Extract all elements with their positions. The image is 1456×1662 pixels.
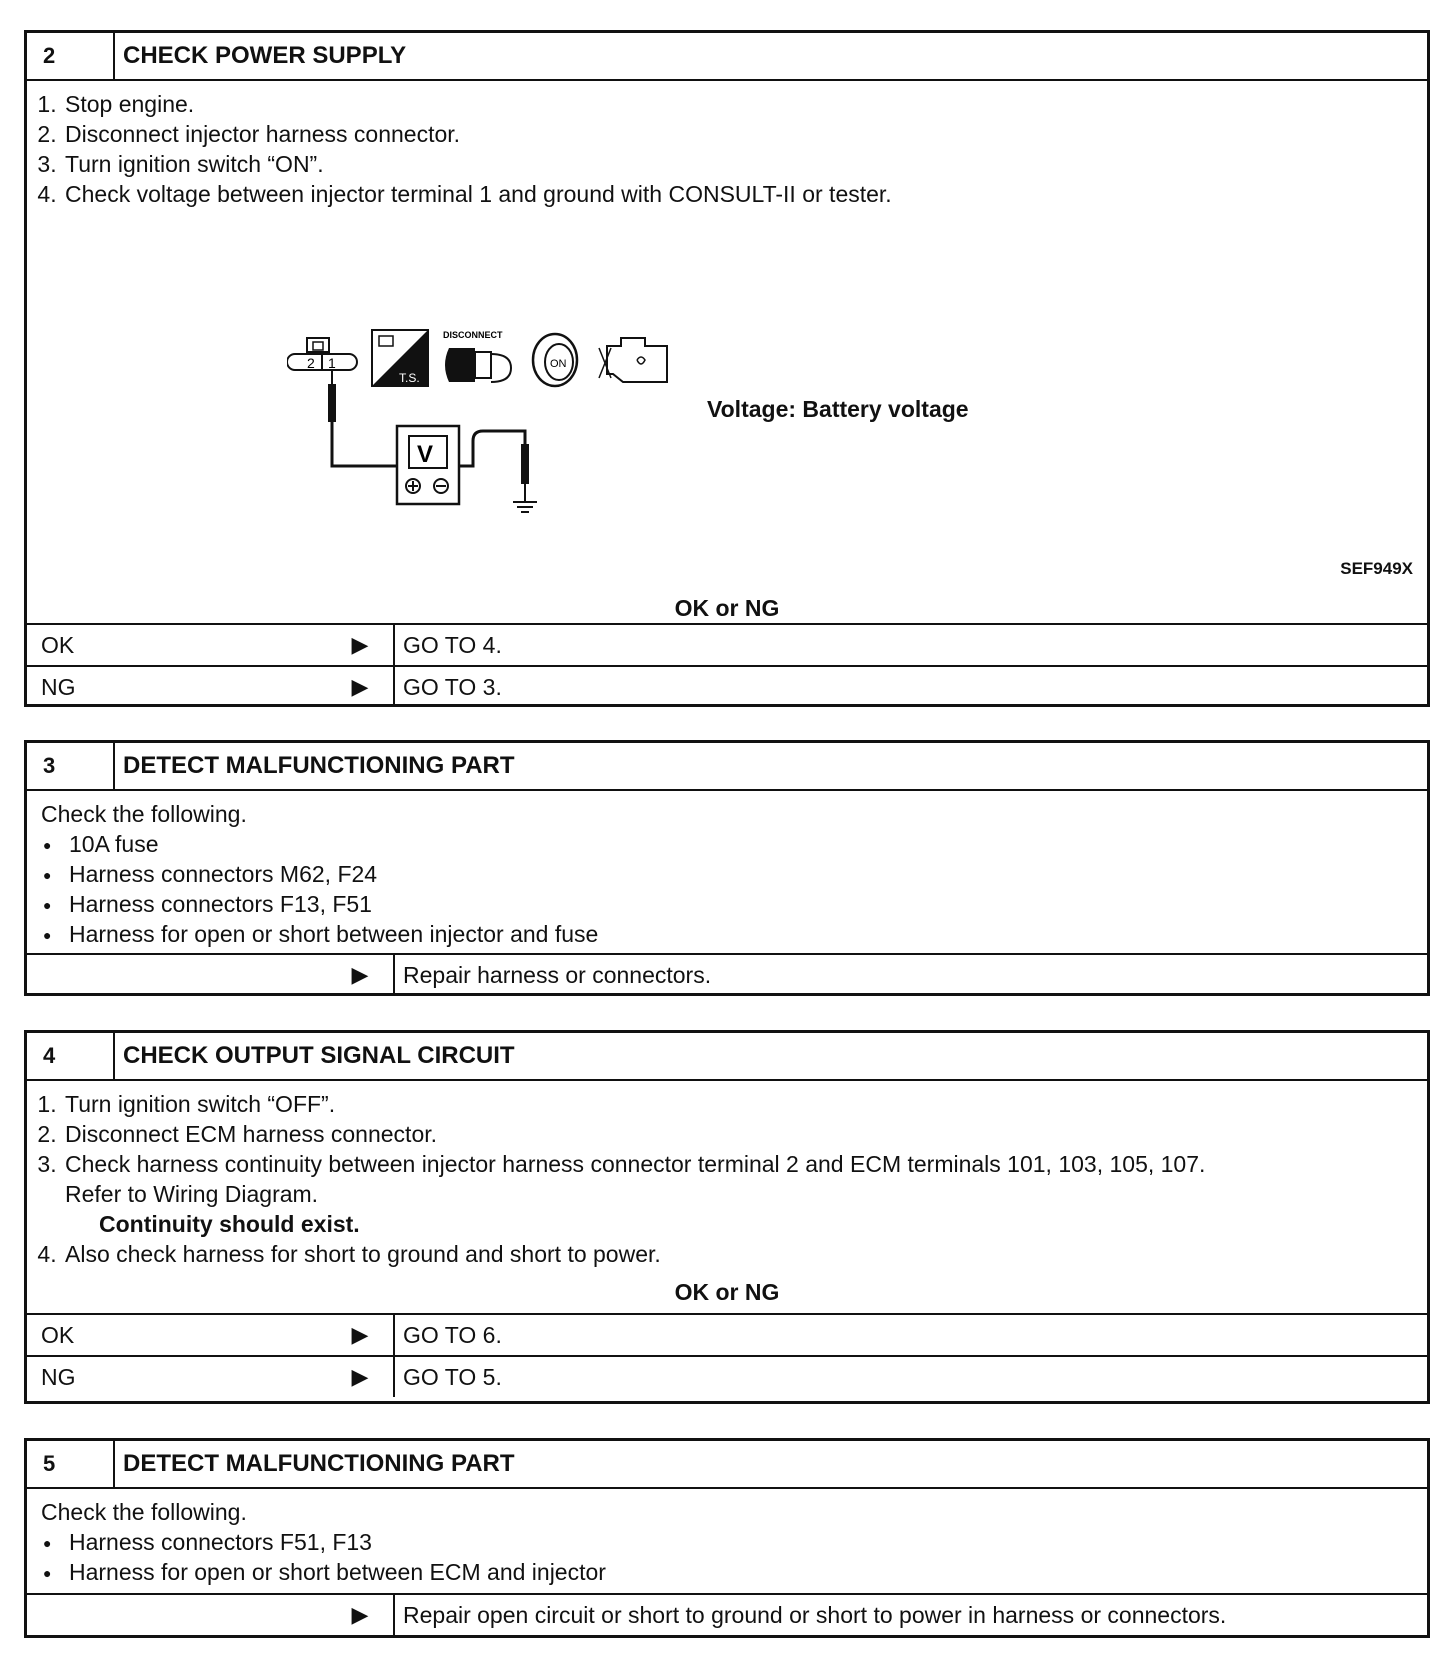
voltage-spec: Voltage: Battery voltage (707, 396, 969, 422)
arrow-icon: ▶ (351, 674, 369, 699)
step-title: DETECT MALFUNCTIONING PART (123, 752, 515, 779)
result-label: NG (41, 673, 76, 700)
arrow-icon: ▶ (351, 962, 369, 987)
check-item: ● 10A fuse (69, 829, 1413, 859)
result-row-ng (27, 665, 1427, 707)
check-item: ● Harness connectors F51, F13 (69, 1527, 1413, 1557)
refer-text: Refer to Wiring Diagram. (65, 1181, 319, 1207)
engine-icon (599, 338, 667, 382)
result-label: OK (41, 1321, 75, 1348)
voltmeter-icon (397, 426, 459, 504)
terminal-2-label: 2 (307, 355, 315, 371)
step-header (27, 1441, 1427, 1489)
step-number: 3 (27, 743, 115, 789)
action-row (27, 953, 1427, 995)
check-list (41, 829, 1413, 949)
on-label: ON (550, 358, 567, 370)
procedure-list (41, 89, 1413, 209)
check-item: ● Harness connectors F13, F51 (69, 889, 1413, 919)
step-header (27, 743, 1427, 791)
procedure-list (41, 1089, 1413, 1269)
check-item: ● Harness connectors M62, F24 (69, 859, 1413, 889)
connector-icon (287, 338, 357, 371)
voltage-check-diagram (287, 326, 707, 526)
step-header (27, 1033, 1427, 1081)
procedure-step: 1. Turn ignition switch “OFF”. (63, 1089, 1413, 1119)
step-4-box (24, 1030, 1430, 1404)
step-header (27, 33, 1427, 81)
procedure-step: 4. Also check harness for short to ground and short to power. (63, 1239, 1413, 1269)
procedure-step-text: Check harness continuity between injector harness connector terminal 2 and ECM terminals 101, 103, 105, 107. (65, 1151, 1206, 1177)
arrow-icon: ▶ (351, 1322, 369, 1347)
arrow-icon: ▶ (351, 1602, 369, 1627)
procedure-step: 4. Check voltage between injector terminal 1 and ground with CONSULT-II or tester. (63, 179, 1413, 209)
procedure-step: 1. Stop engine. (63, 89, 1413, 119)
step-body (27, 791, 1427, 953)
result-row-ok (27, 623, 1427, 665)
step-2-box (24, 30, 1430, 707)
step-number: 2 (27, 33, 115, 79)
procedure-step: 3. Turn ignition switch “ON”. (63, 149, 1413, 179)
ok-or-ng-label: OK or NG (674, 595, 780, 621)
step-body (27, 1489, 1427, 1593)
step-number: 4 (27, 1033, 115, 1079)
check-item: ● Harness for open or short between ECM and injector (69, 1557, 1413, 1587)
ok-or-ng-label: OK or NG (674, 1279, 780, 1305)
tester-icon (372, 330, 428, 386)
check-list (41, 1527, 1413, 1587)
result-row-ng (27, 1355, 1427, 1397)
procedure-step: 2. Disconnect ECM harness connector. (63, 1119, 1413, 1149)
result-label: OK (41, 631, 75, 658)
step-title: DETECT MALFUNCTIONING PART (123, 1450, 515, 1477)
meter-label: V (417, 441, 434, 468)
result-action: GO TO 6. (393, 1315, 1427, 1355)
terminal-1-label: 1 (328, 355, 336, 371)
step-body (27, 81, 1427, 593)
arrow-icon: ▶ (351, 632, 369, 657)
result-action: Repair harness or connectors. (393, 955, 1427, 995)
step-body (27, 1081, 1427, 1271)
figure-code: SEF949X (1340, 559, 1413, 578)
procedure-step (63, 1149, 1413, 1239)
result-action: GO TO 5. (393, 1357, 1427, 1397)
check-intro: Check the following. (41, 1499, 247, 1525)
result-label: NG (41, 1363, 76, 1390)
check-item: ● Harness for open or short between injector and fuse (69, 919, 1413, 949)
procedure-step: 2. Disconnect injector harness connector. (63, 119, 1413, 149)
ts-label: T.S. (399, 371, 420, 385)
result-action: GO TO 3. (393, 667, 1427, 707)
arrow-icon: ▶ (351, 1364, 369, 1389)
ground-symbol-icon (513, 484, 537, 512)
check-intro: Check the following. (41, 801, 247, 827)
step-title: CHECK OUTPUT SIGNAL CIRCUIT (123, 1042, 515, 1069)
step-3-box (24, 740, 1430, 996)
ignition-on-icon (533, 334, 577, 386)
disconnect-icon (443, 330, 511, 382)
result-action: Repair open circuit or short to ground or short to power in harness or connectors. (393, 1595, 1427, 1635)
step-title: CHECK POWER SUPPLY (123, 42, 407, 69)
result-action: GO TO 4. (393, 625, 1427, 665)
action-row (27, 1593, 1427, 1635)
step-5-box (24, 1438, 1430, 1638)
step-number: 5 (27, 1441, 115, 1487)
continuity-spec: Continuity should exist. (99, 1211, 360, 1237)
result-row-ok (27, 1313, 1427, 1355)
disconnect-label: DISCONNECT (443, 330, 503, 340)
